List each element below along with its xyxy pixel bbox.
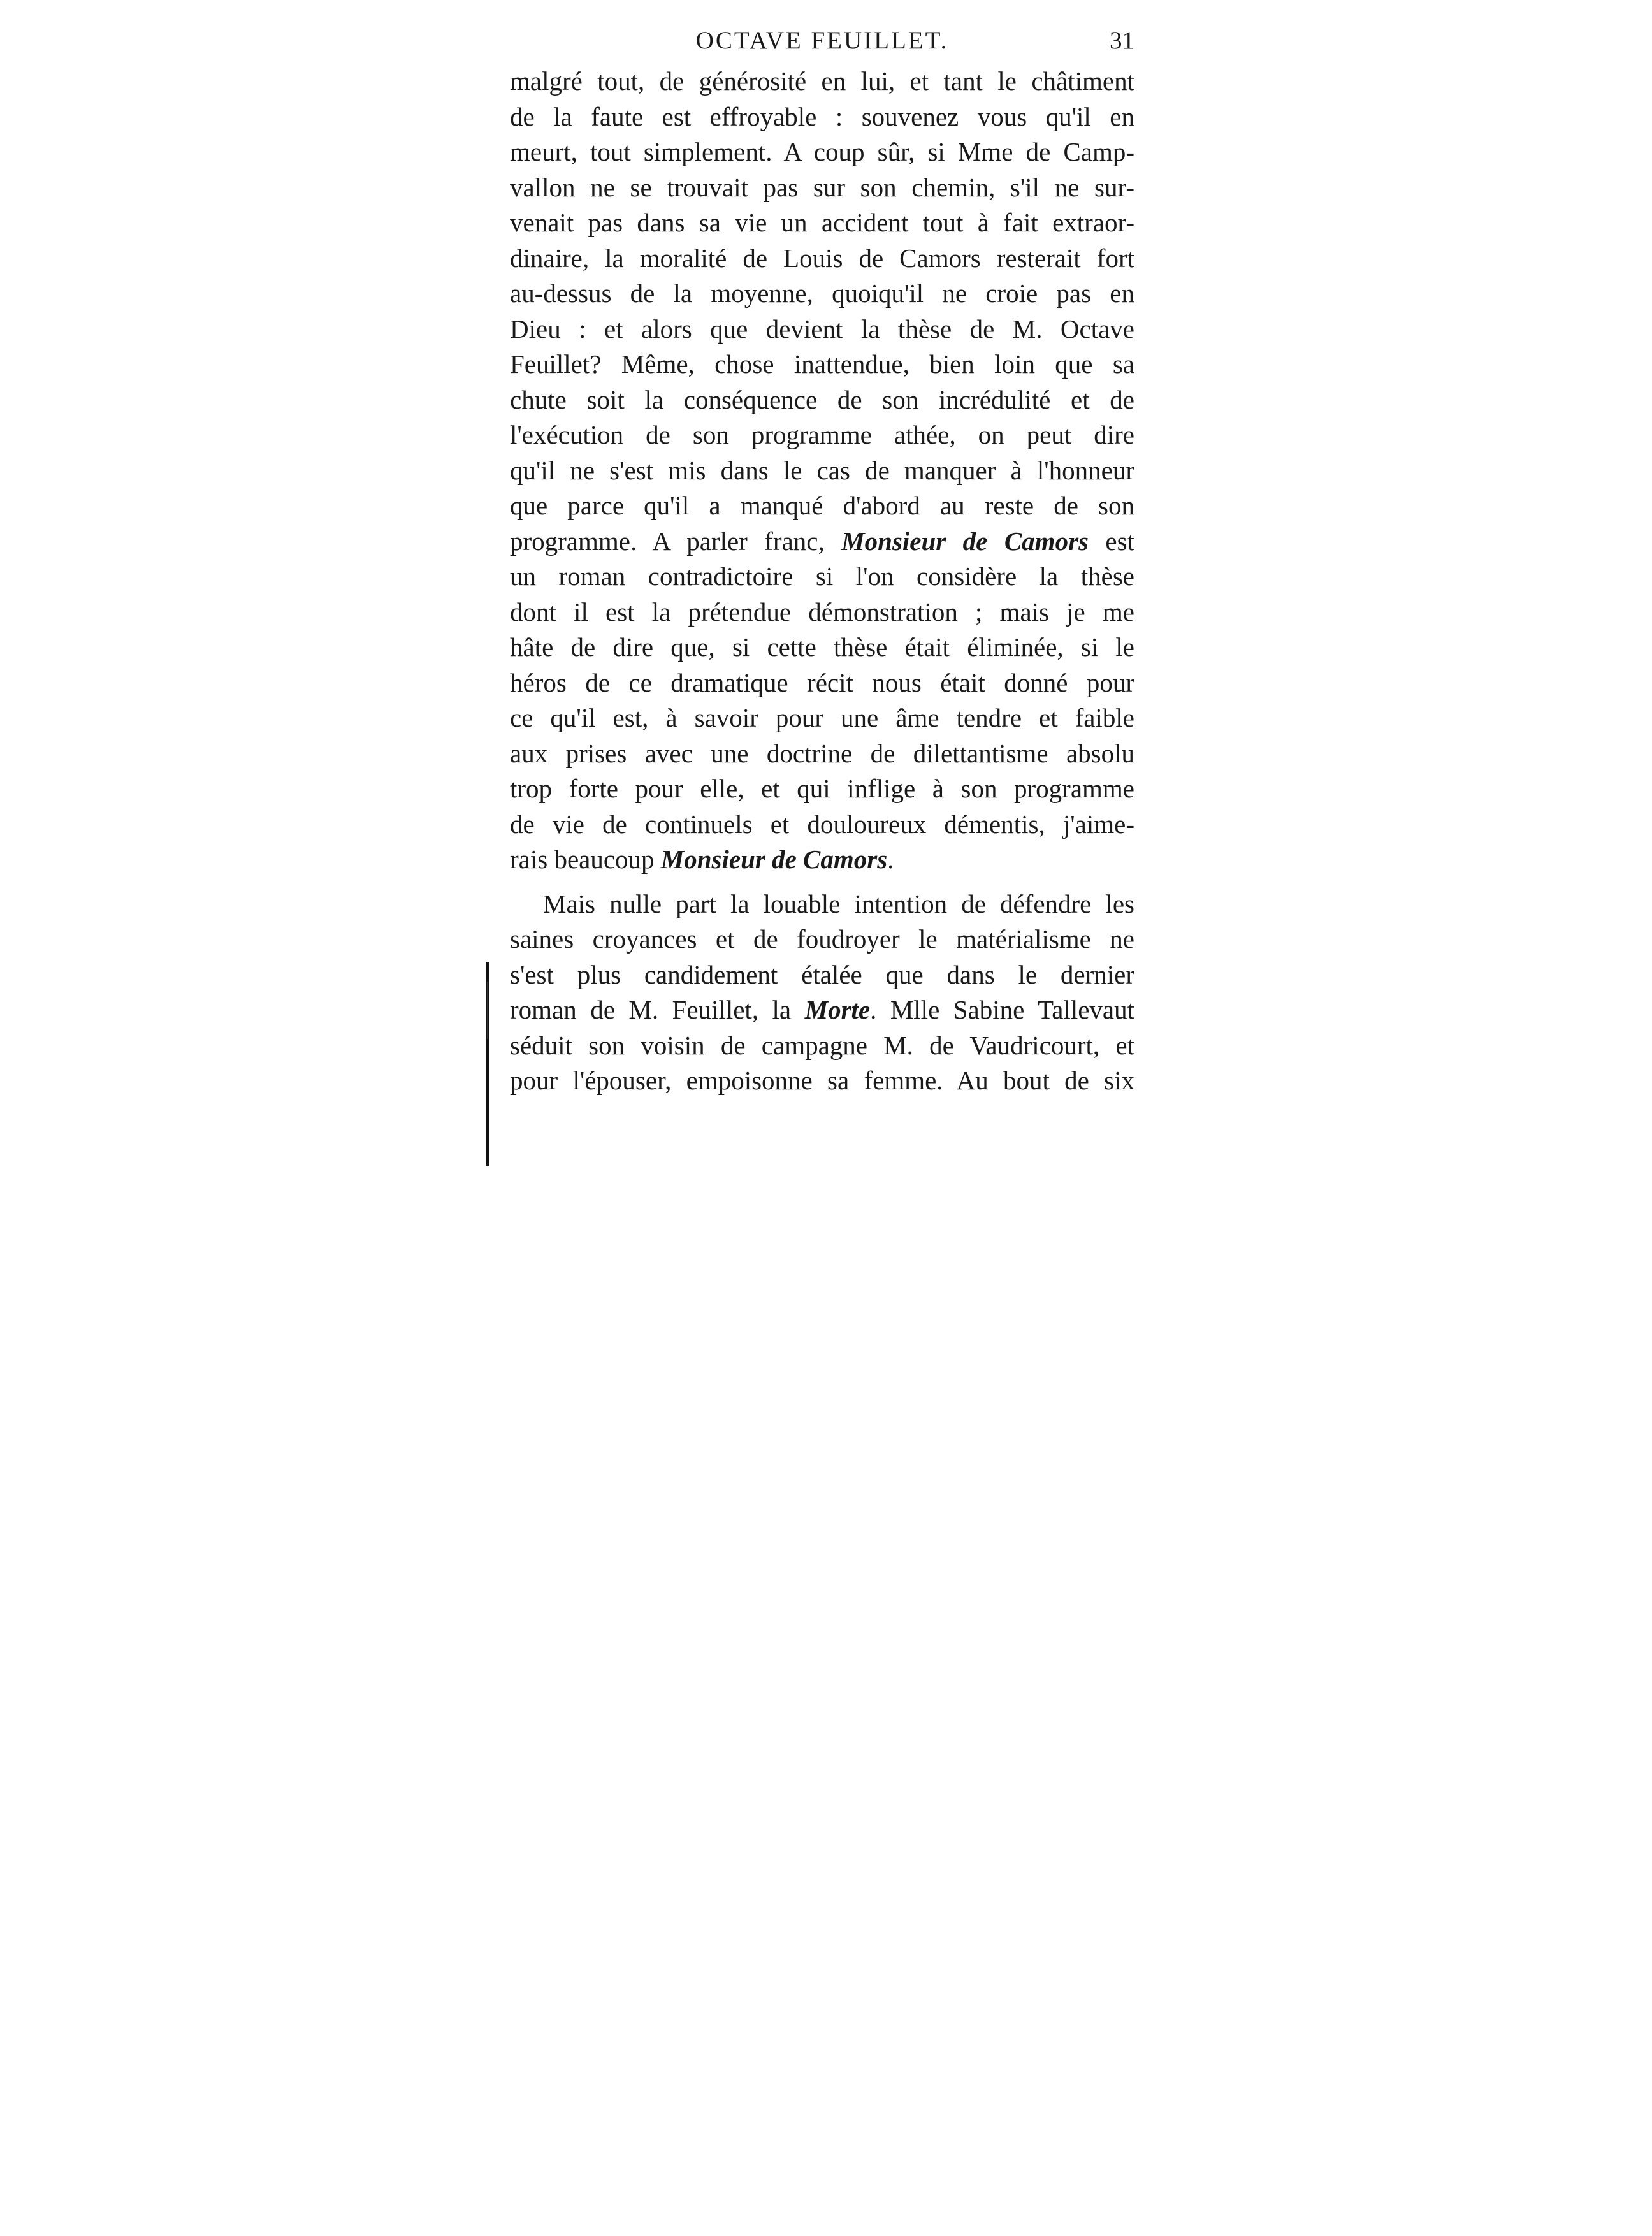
text-line: l'exécution de son programme athée, on peut dire bbox=[510, 420, 1134, 449]
text-line bbox=[510, 524, 1134, 560]
text-line: chute soit la conséquence de son incrédulité et de bbox=[510, 384, 1134, 414]
text-run: programme. A parler franc, bbox=[510, 526, 842, 556]
text-line: malgré tout, de générosité en lui, et tant le châtiment bbox=[510, 66, 1134, 96]
text-line bbox=[510, 842, 1134, 878]
text-run: rais beaucoup bbox=[510, 845, 661, 874]
text-run: est bbox=[1088, 526, 1134, 556]
paragraph-2 bbox=[510, 887, 1134, 1099]
page-number: 31 bbox=[1110, 27, 1134, 54]
text-line: un roman contradictoire si l'on considère la thèse bbox=[510, 562, 1134, 591]
text-line: aux prises avec une doctrine de dilettantisme absolu bbox=[510, 738, 1134, 768]
paragraph-gap bbox=[510, 878, 1134, 887]
text-line: pour l'épouser, empoisonne sa femme. Au bout de six bbox=[510, 1066, 1134, 1095]
text-line: séduit son voisin de campagne M. de Vaudricourt, et bbox=[510, 1030, 1134, 1060]
text-line: meurt, tout simplement. A coup sûr, si Mme de Camp- bbox=[510, 137, 1134, 166]
text-run: . bbox=[887, 845, 894, 874]
text-line: qu'il ne s'est mis dans le cas de manquer à l'honneur bbox=[510, 455, 1134, 485]
text-line: héros de ce dramatique récit nous était donné pour bbox=[510, 667, 1134, 697]
text-line: saines croyances et de foudroyer le matérialisme ne bbox=[510, 924, 1134, 954]
book-title: Monsieur de Camors bbox=[841, 526, 1089, 556]
text-line: vallon ne se trouvait pas sur son chemin, s'il ne sur- bbox=[510, 172, 1134, 202]
text-line: s'est plus candidement étalée que dans le dernier bbox=[510, 959, 1134, 989]
paragraph-1 bbox=[510, 64, 1134, 878]
running-title: OCTAVE FEUILLET. bbox=[695, 27, 949, 54]
text-run: . Mlle Sabine Tallevaut bbox=[870, 995, 1135, 1024]
book-title: Morte bbox=[804, 995, 871, 1024]
text-line: Dieu : et alors que devient la thèse de M. Octave bbox=[510, 314, 1134, 344]
book-title: Monsieur de Camors bbox=[660, 845, 888, 874]
text-line: de la faute est effroyable : souvenez vous qu'il en bbox=[510, 101, 1134, 131]
text-run: roman de M. Feuillet, la bbox=[510, 995, 805, 1024]
text-line: ce qu'il est, à savoir pour une âme tendre et faible bbox=[510, 703, 1134, 732]
text-line: dont il est la prétendue démonstration ; mais je me bbox=[510, 597, 1134, 627]
text-line: que parce qu'il a manqué d'abord au reste de son bbox=[510, 491, 1134, 520]
text-line: dinaire, la moralité de Louis de Camors resterait fort bbox=[510, 243, 1134, 273]
text-line: hâte de dire que, si cette thèse était éliminée, si le bbox=[510, 632, 1134, 662]
text-line bbox=[510, 992, 1134, 1028]
text-line: venait pas dans sa vie un accident tout à fait extraor- bbox=[510, 208, 1134, 237]
text-line: au-dessus de la moyenne, quoiqu'il ne croie pas en bbox=[510, 279, 1134, 308]
text-line: trop forte pour elle, et qui inflige à son programme bbox=[510, 774, 1134, 803]
margin-scan-line bbox=[487, 982, 488, 1039]
text-line: de vie de continuels et douloureux démentis, j'aime- bbox=[510, 809, 1134, 839]
page-header bbox=[510, 22, 1134, 60]
text-line: Feuillet? Même, chose inattendue, bien loin que sa bbox=[510, 349, 1134, 379]
text-line: Mais nulle part la louable intention de défendre les bbox=[543, 889, 1134, 918]
body-text bbox=[510, 64, 1134, 1099]
